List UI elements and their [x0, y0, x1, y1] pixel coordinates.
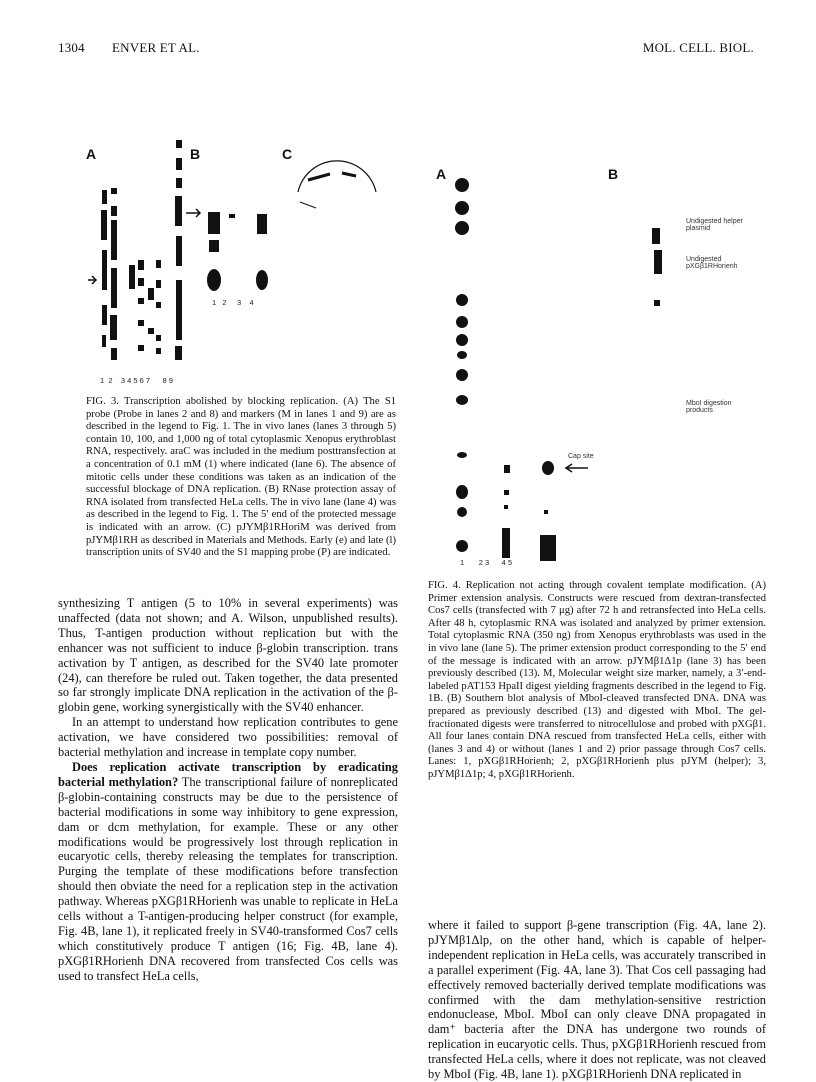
figure-3-caption-text: Transcription abolished by blocking replication. (A) The S1 probe (Probe in lanes 2 and 8) and markers (M in lanes 1 and 9) are as described in the legend to Fig. 1. The in vivo lanes (lanes 3 through 5) contain 10, 100, and 1,000 ng of total cytoplasmic Xenopus erythroblast RNA, respectively. araC was included in the medium posttransfection at a concentration of 0.1 mM (1) where indicated (lane 6). The absence of mitotic cells under these conditions was taken as an indication of the successful blockage of DNA replication. (B) RNase protection assay of RNA isolated from transfected HeLa cells. The in vivo lane (lane 4) was as described in the legend to Fig. 1. The 5′ end of the protected message is indicated with an arrow. (C) pJYMβ1RHoriM was derived from pJYMβ1RH as described in Materials and Methods. Early (e) and late (l) transcription units of SV40 and the S1 mapping probe (P) are indicated.: [86, 396, 397, 559]
fig3-panel-a-label: A: [86, 146, 97, 162]
figure-3-caption-label: FIG. 3.: [86, 396, 119, 407]
fig3-panel-c-label: C: [282, 146, 293, 162]
figure-4-gel-svg: [428, 110, 768, 575]
fig3-lane-numbers-a: 1 2 3 4 5 6 7 8 9: [100, 376, 173, 385]
figure-3-caption: [86, 396, 396, 560]
fig3-lane-numbers-b: 1 2 3 4: [212, 298, 254, 307]
figure-3-gel-svg: [86, 110, 396, 390]
fig4-panel-b-label: B: [608, 166, 619, 182]
figure-4-image: [428, 110, 768, 575]
figure-4-caption-label: FIG. 4.: [428, 580, 461, 591]
left-paragraph-3: [58, 760, 398, 984]
fig4-annotation-undigested: Undigested pXGβ1RHorienh: [686, 256, 738, 270]
page-number: 1304: [58, 40, 85, 55]
figure-4-caption-text: Replication not acting through covalent template modification. (A) Primer extension analysis. Constructs were rescued from dextran-transfected Cos7 cells (transfected with 7 μg) after 72 h and retransfected into HeLa cells. After 48 h, cytoplasmic RNA was isolated and analyzed by primer extension. Total cytoplasmic RNA (350 ng) from Xenopus erythroblasts was used in the in vivo lane (lane 5). The primer extension product corresponding to the 5′ end of the message is indicated with an arrow. pJYMβ1Δ1p (lane 3) has been previously described (13). M, Molecular weight size marker, namely, a 3′-end-labeled pAT153 HpaII digest yielding fragments described in the legend to Fig. 1B. (B) Southern blot analysis of MboI-cleaved transfected DNA. DNA was prepared as previously described (13) and digested with MboI. The gel-fractionated digests were transferred to nitrocellulose and probed with pXGβ1. All four lanes contain DNA rescued from transfected HeLa cells, either with (lanes 3 and 4) or without (lanes 1 and 2) prior passage through Cos7 cells. Lanes: 1, pXGβ1RHorienh; 2, pXGβ1RHorienh plus pJYM (helper); 3, pJYMβ1Δ1p; 4, pXGβ1RHorienh.: [428, 580, 766, 780]
fig4-annotation-helper: Undigested helper plasmid: [686, 218, 743, 232]
fig4-annotation-cap-site: Cap site: [568, 453, 594, 460]
left-paragraph-1: synthesizing T antigen (5 to 10% in several experiments) was unaffected (data not shown; and A. Wilson, unpublished results). Thus, T-antigen production without replication but with the enhancer was not sufficient to induce β-globin transcription. trans activation by T antigen, as described for the SV40 late promoter (24), can therefore be ruled out. Taken together, the data presented so far strongly implicate DNA replication in the activation of the β-globin gene, working synergistically with the SV40 enhancer.: [58, 596, 398, 715]
left-paragraph-2: In an attempt to understand how replication contributes to gene activation, we have considered two possibilities: removal of bacterial methylation and increase in template copy number.: [58, 715, 398, 760]
fig3-panel-b-label: B: [190, 146, 201, 162]
figure-3-image: [86, 110, 396, 390]
right-column: [428, 918, 766, 1082]
figure-4-caption: [428, 580, 766, 782]
right-paragraph-1: where it failed to support β-gene transcription (Fig. 4A, lane 2). pJYMβ1Δlp, on the other hand, which is capable of helper-independent replication in HeLa cells, was accurately transcribed in a parallel experiment (Fig. 4A, lane 3). That Cos cell passaging had effectively removed bacterially derived template modifications was confirmed with the dam methylation-sensitive restriction endonuclease, MboI. MboI can only cleave DNA propagated in dam⁺ bacteria after the DNA has undergone two rounds of replication in eucaryotic cells. Thus, pXGβ1RHorienh rescued from transfected HeLa cells, where it does not replicate, was not cleaved by MboI (Fig. 4B, lane 1). pXGβ1RHorienh DNA replicated in: [428, 918, 766, 1082]
section-heading: Does replication activate transcription by eradicating bacterial methylation?: [58, 759, 398, 789]
fig4-panel-a-label: A: [436, 166, 447, 182]
fig4-lane-numbers-a: 1 2 3 4 5: [460, 558, 513, 567]
left-paragraph-3-text: The transcriptional failure of nonreplicated β-globin-containing constructs may be due to the persistence of bacterial modifications in some way inhibitory to gene expression, dam or dcm methylation, for example. These or any other modifications would be progressively lost through replication in eucaryotic cells, thereby releasing the templates for transcription. Purging the template of these modifications before transfection should then obviate the need for a replication step in the activation pathway. Whereas pXGβ1RHorienh was unable to replicate in HeLa cells without a T-antigen-producing helper construct (for example, Fig. 4B, lane 1), it replicated freely in SV40-transformed Cos7 cells which constitutively produce T antigen (16; Fig. 4B, lane 4). pXGβ1RHorienh DNA recovered from transfected Cos cells was used to transfect HeLa cells,: [58, 774, 398, 983]
running-authors: ENVER ET AL.: [112, 40, 200, 55]
fig4-annotation-mboi: MboI digestion products: [686, 400, 732, 414]
journal-name: MOL. CELL. BIOL.: [642, 40, 754, 55]
left-column: [58, 596, 398, 984]
